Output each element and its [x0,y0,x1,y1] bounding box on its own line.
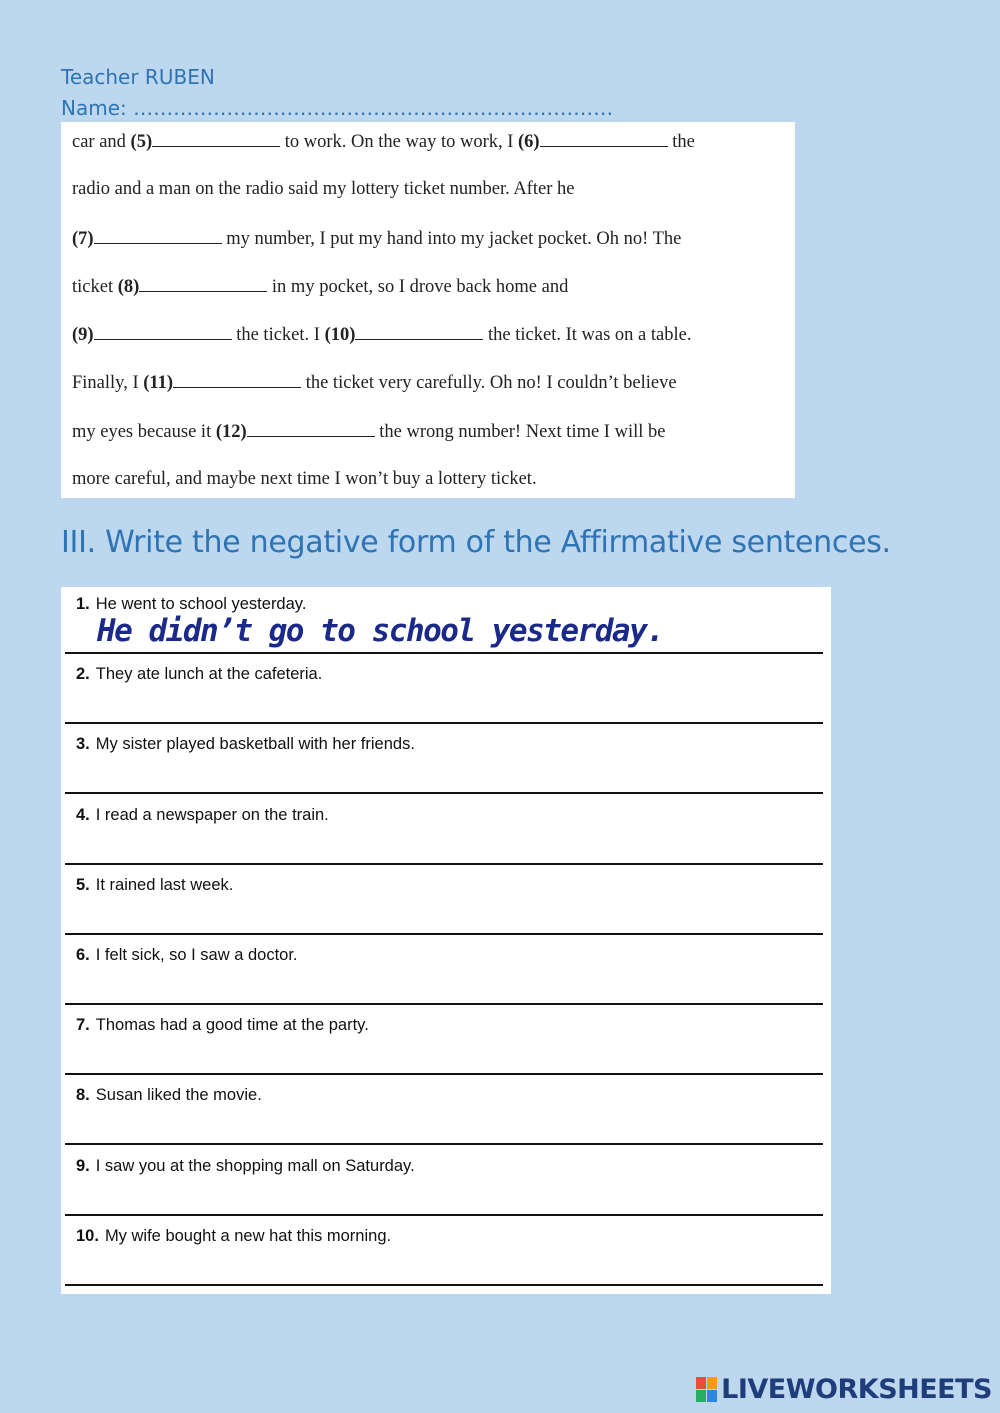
exercise-item [61,1078,831,1148]
story-text: my number, I put my hand into my jacket pocket. Oh no! The [221,228,682,249]
blank-number: (10) [324,325,356,346]
story-line [72,273,785,321]
item-sentence: Thomas had a good time at the party. [95,1016,369,1035]
item-sentence: He went to school yesterday. [95,595,307,613]
blank-number: (5) [130,132,153,152]
story-passage [61,122,795,498]
student-name-label: Name: ……………………………………………………………… [61,96,614,120]
worksheet-header [61,62,613,124]
blank-number: (6) [518,132,540,152]
item-sentence: I saw you at the shopping mall on Saturday. [95,1156,415,1175]
item-prompt [76,876,233,895]
item-sentence: My sister played basketball with her friends. [95,735,415,754]
exercise-item [61,1219,831,1289]
logo-square [707,1390,717,1402]
story-text: radio and a man on the radio said my lottery ticket number. After he [72,179,575,200]
item-sentence: My wife bought a new hat this morning. [104,1226,392,1245]
story-text: more careful, and maybe next time I won’t buy a lottery ticket. [72,469,537,490]
exercise-item [61,798,831,868]
item-prompt [76,946,298,965]
answer-line[interactable] [65,863,823,865]
story-line [72,321,785,369]
exercise-item [61,938,831,1008]
item-prompt [76,1157,415,1176]
answer-line[interactable] [65,1073,823,1075]
story-blank[interactable] [152,128,280,147]
story-text: my eyes because it [72,421,216,442]
item-number: 2. [76,665,90,684]
exercise-item [61,1149,831,1219]
story-line [72,128,785,176]
story-line [72,466,785,514]
story-text: Finally, I [72,373,144,394]
story-text: the ticket. I [231,325,325,346]
exercise-item [61,1008,831,1078]
logo-text: LIVEWORKSHEETS [721,1374,992,1405]
item-number: 8. [76,1086,90,1105]
liveworksheets-logo [696,1374,992,1405]
answer-line[interactable] [65,1284,823,1286]
story-blank[interactable] [94,225,222,244]
logo-mark-icon [696,1377,718,1403]
item-number: 10. [76,1226,99,1245]
answer-line[interactable] [65,1003,823,1005]
exercise-item [61,727,831,797]
exercise-item [61,587,831,657]
story-text: car and [72,132,131,152]
story-blank[interactable] [139,273,267,292]
item-prompt [76,735,415,754]
item-sentence: I read a newspaper on the train. [95,805,329,824]
exercise-item [61,868,831,938]
teacher-name: Teacher RUBEN [61,65,215,89]
story-blank[interactable] [173,369,301,388]
item-sentence: Susan liked the movie. [95,1086,262,1105]
story-text: the [667,132,695,152]
answer-line[interactable] [65,652,823,654]
item-prompt [76,595,306,614]
story-text: ticket [72,276,118,297]
item-number: 5. [76,875,90,894]
story-blank[interactable] [540,128,668,147]
story-text: to work. On the way to work, I [280,132,519,152]
logo-square [707,1377,717,1389]
blank-number: (9) [72,325,94,346]
item-prompt [76,1016,369,1035]
story-line [72,225,785,273]
exercise-item [61,657,831,727]
item-number: 3. [76,735,90,754]
answer-line[interactable] [65,1143,823,1145]
story-line [72,418,785,466]
story-line [72,176,785,224]
answer-line[interactable] [65,933,823,935]
answer-line[interactable] [65,1214,823,1216]
item-sentence: It rained last week. [95,875,234,894]
item-prompt [76,1086,262,1105]
item-number: 6. [76,946,90,964]
blank-number: (11) [143,373,174,394]
answer-line[interactable] [65,722,823,724]
logo-square [696,1390,706,1402]
logo-square [696,1377,706,1389]
item-prompt [76,665,322,684]
item-sentence: They ate lunch at the cafeteria. [95,665,323,684]
blank-number: (7) [72,228,94,249]
item-prompt [76,806,329,825]
story-blank[interactable] [355,321,483,340]
story-text: the wrong number! Next time I will be [374,421,666,442]
story-text: the ticket. It was on a table. [483,325,692,346]
story-text: in my pocket, so I drove back home and [267,276,569,297]
item-number: 7. [76,1016,90,1035]
story-blank[interactable] [247,418,375,437]
item-prompt [76,1227,391,1246]
exercise-box [61,587,831,1294]
story-blank[interactable] [94,321,232,340]
section-title: III. Write the negative form of the Affirmative sentences. [61,525,891,560]
story-text: the ticket very carefully. Oh no! I couldn’t believe [301,373,677,394]
blank-number: (8) [117,276,140,297]
item-sentence: I felt sick, so I saw a doctor. [95,946,298,964]
answer-line[interactable] [65,792,823,794]
blank-number: (12) [215,421,247,442]
item-number: 1. [76,595,90,613]
item-number: 9. [76,1156,90,1175]
story-line [72,369,785,417]
item-number: 4. [76,805,90,824]
answer-text[interactable]: He didn’t go to school yesterday. [97,613,664,649]
